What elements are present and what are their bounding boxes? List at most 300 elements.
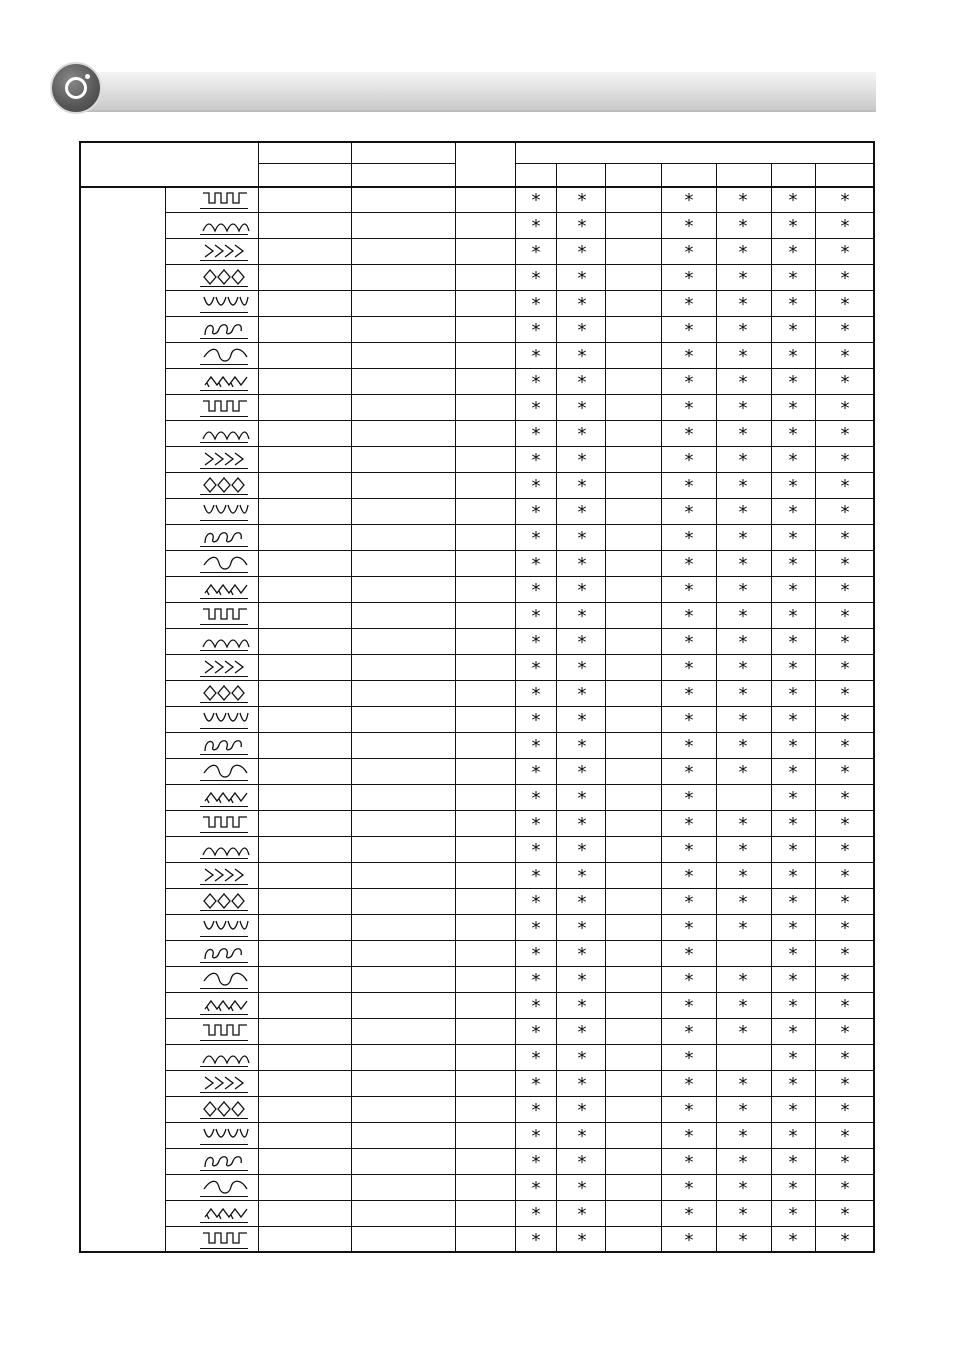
- pattern-baseline: [200, 260, 248, 261]
- compat-mark: *: [531, 970, 541, 991]
- compat-mark: *: [788, 1100, 798, 1121]
- compat-mark: *: [577, 684, 587, 705]
- compat-mark: *: [577, 190, 587, 211]
- compat-mark: *: [577, 788, 587, 809]
- compat-mark: *: [738, 1074, 748, 1095]
- compat-mark: *: [577, 450, 587, 471]
- compat-mark: *: [531, 450, 541, 471]
- column-divider: [258, 141, 259, 1253]
- compat-mark: *: [788, 424, 798, 445]
- compat-mark: *: [840, 840, 850, 861]
- row-divider: [165, 836, 875, 837]
- compat-mark: *: [738, 450, 748, 471]
- compat-mark: *: [577, 866, 587, 887]
- compat-mark: *: [531, 242, 541, 263]
- compat-mark: *: [840, 216, 850, 237]
- row-divider: [165, 550, 875, 551]
- compat-mark: *: [684, 1074, 694, 1095]
- compat-mark: *: [577, 476, 587, 497]
- row-divider: [165, 706, 875, 707]
- section-header: [50, 62, 876, 116]
- pattern-baseline: [200, 416, 248, 417]
- pattern-baseline: [200, 650, 248, 651]
- row-divider: [165, 1148, 875, 1149]
- pattern-baseline: [200, 1092, 248, 1093]
- compat-mark: *: [684, 580, 694, 601]
- compat-mark: *: [788, 892, 798, 913]
- row-divider: [165, 862, 875, 863]
- compat-mark: *: [577, 502, 587, 523]
- row-divider: [165, 316, 875, 317]
- compat-mark: *: [788, 216, 798, 237]
- compat-mark: *: [577, 528, 587, 549]
- column-divider: [165, 186, 166, 1253]
- compat-mark: *: [577, 840, 587, 861]
- compat-mark: *: [684, 944, 694, 965]
- compat-mark: *: [684, 528, 694, 549]
- pattern-baseline: [200, 728, 248, 729]
- compat-mark: *: [531, 580, 541, 601]
- compat-mark: *: [531, 736, 541, 757]
- compat-mark: *: [684, 684, 694, 705]
- compat-mark: *: [684, 892, 694, 913]
- column-divider: [515, 141, 516, 1253]
- compat-mark: *: [788, 710, 798, 731]
- compat-mark: *: [840, 1022, 850, 1043]
- compat-mark: *: [684, 1178, 694, 1199]
- row-divider: [165, 420, 875, 421]
- pattern-baseline: [200, 338, 248, 339]
- row-divider: [165, 368, 875, 369]
- compat-mark: *: [840, 1048, 850, 1069]
- compat-mark: *: [840, 814, 850, 835]
- row-divider: [165, 680, 875, 681]
- compat-mark: *: [684, 476, 694, 497]
- compat-mark: *: [684, 762, 694, 783]
- compat-mark: *: [788, 736, 798, 757]
- row-divider: [165, 264, 875, 265]
- compat-mark: *: [788, 1230, 798, 1251]
- compat-mark: *: [738, 658, 748, 679]
- compat-mark: *: [531, 1230, 541, 1251]
- pattern-baseline: [200, 1222, 248, 1223]
- pattern-baseline: [200, 832, 248, 833]
- compat-mark: *: [577, 320, 587, 341]
- compat-mark: *: [738, 1230, 748, 1251]
- row-divider: [165, 888, 875, 889]
- compat-mark: *: [684, 424, 694, 445]
- compat-mark: *: [577, 398, 587, 419]
- compat-mark: *: [577, 632, 587, 653]
- compat-mark: *: [738, 580, 748, 601]
- row-divider: [165, 1018, 875, 1019]
- compat-mark: *: [684, 190, 694, 211]
- compat-mark: *: [840, 450, 850, 471]
- compat-mark: *: [840, 710, 850, 731]
- compat-mark: *: [738, 918, 748, 939]
- compat-mark: *: [684, 268, 694, 289]
- row-divider: [165, 1096, 875, 1097]
- compat-mark: *: [840, 502, 850, 523]
- compat-mark: *: [577, 554, 587, 575]
- compat-mark: *: [684, 450, 694, 471]
- row-divider: [165, 446, 875, 447]
- compat-mark: *: [840, 268, 850, 289]
- compat-mark: *: [577, 918, 587, 939]
- compat-mark: *: [738, 294, 748, 315]
- compat-mark: *: [531, 1074, 541, 1095]
- compat-mark: *: [684, 372, 694, 393]
- compat-mark: *: [840, 866, 850, 887]
- compat-mark: *: [531, 684, 541, 705]
- row-divider: [165, 966, 875, 967]
- compat-mark: *: [577, 658, 587, 679]
- compat-mark: *: [738, 866, 748, 887]
- compat-mark: *: [840, 580, 850, 601]
- pattern-baseline: [200, 1040, 248, 1041]
- disc-icon: [50, 62, 102, 114]
- compat-mark: *: [788, 346, 798, 367]
- compat-mark: *: [840, 554, 850, 575]
- compat-mark: *: [840, 294, 850, 315]
- compat-mark: *: [531, 320, 541, 341]
- compat-mark: *: [684, 502, 694, 523]
- compat-mark: *: [788, 840, 798, 861]
- compat-mark: *: [738, 684, 748, 705]
- compat-mark: *: [738, 476, 748, 497]
- compat-mark: *: [531, 346, 541, 367]
- row-divider: [165, 810, 875, 811]
- compat-mark: *: [531, 554, 541, 575]
- compat-mark: *: [577, 216, 587, 237]
- compat-mark: *: [840, 762, 850, 783]
- compat-mark: *: [788, 528, 798, 549]
- compat-mark: *: [738, 736, 748, 757]
- compat-mark: *: [738, 502, 748, 523]
- pattern-baseline: [200, 546, 248, 547]
- pattern-baseline: [200, 442, 248, 443]
- compat-mark: *: [738, 398, 748, 419]
- compat-mark: *: [840, 892, 850, 913]
- compat-mark: *: [684, 216, 694, 237]
- compat-mark: *: [531, 1022, 541, 1043]
- compat-mark: *: [788, 658, 798, 679]
- compat-mark: *: [738, 346, 748, 367]
- compat-mark: *: [531, 996, 541, 1017]
- compat-mark: *: [788, 268, 798, 289]
- row-divider: [165, 238, 875, 239]
- compat-mark: *: [738, 970, 748, 991]
- compat-mark: *: [840, 658, 850, 679]
- column-divider: [605, 163, 606, 1253]
- row-divider: [165, 342, 875, 343]
- header-bar: [78, 72, 876, 112]
- compat-mark: *: [788, 1022, 798, 1043]
- compat-mark: *: [738, 1178, 748, 1199]
- pattern-baseline: [200, 702, 248, 703]
- compat-mark: *: [531, 528, 541, 549]
- compat-mark: *: [788, 1074, 798, 1095]
- row-divider: [165, 1226, 875, 1227]
- compat-mark: *: [577, 242, 587, 263]
- compat-mark: *: [788, 606, 798, 627]
- compat-mark: *: [738, 1126, 748, 1147]
- compat-mark: *: [684, 996, 694, 1017]
- compat-mark: *: [840, 320, 850, 341]
- pattern-baseline: [200, 1144, 248, 1145]
- compat-mark: *: [531, 892, 541, 913]
- compat-mark: *: [738, 762, 748, 783]
- compat-mark: *: [531, 1048, 541, 1069]
- pattern-baseline: [200, 1248, 248, 1249]
- compat-mark: *: [840, 918, 850, 939]
- compat-mark: *: [684, 1230, 694, 1251]
- compat-mark: *: [788, 788, 798, 809]
- compat-mark: *: [577, 372, 587, 393]
- compat-mark: *: [738, 268, 748, 289]
- compat-mark: *: [840, 242, 850, 263]
- compat-mark: *: [577, 710, 587, 731]
- compat-mark: *: [840, 970, 850, 991]
- compat-mark: *: [684, 1022, 694, 1043]
- compat-mark: *: [531, 866, 541, 887]
- compat-mark: *: [788, 944, 798, 965]
- pattern-baseline: [200, 988, 248, 989]
- compat-mark: *: [788, 502, 798, 523]
- compat-mark: *: [788, 866, 798, 887]
- compat-mark: *: [840, 996, 850, 1017]
- row-divider: [165, 914, 875, 915]
- compat-mark: *: [577, 944, 587, 965]
- compat-mark: *: [577, 762, 587, 783]
- compat-mark: *: [684, 1100, 694, 1121]
- compat-mark: *: [577, 736, 587, 757]
- compat-mark: *: [788, 632, 798, 653]
- column-divider: [351, 141, 352, 1253]
- compat-mark: *: [840, 736, 850, 757]
- compat-mark: *: [531, 1126, 541, 1147]
- compat-mark: *: [577, 1230, 587, 1251]
- compat-mark: *: [788, 1126, 798, 1147]
- pattern-baseline: [200, 1066, 248, 1067]
- compat-mark: *: [531, 268, 541, 289]
- compat-mark: *: [840, 1152, 850, 1173]
- row-divider: [165, 576, 875, 577]
- compat-mark: *: [788, 996, 798, 1017]
- compat-mark: *: [788, 294, 798, 315]
- row-divider: [165, 1122, 875, 1123]
- compat-mark: *: [531, 710, 541, 731]
- compat-mark: *: [531, 294, 541, 315]
- compat-mark: *: [531, 424, 541, 445]
- pattern-baseline: [200, 598, 248, 599]
- compat-mark: *: [531, 788, 541, 809]
- compat-mark: *: [684, 788, 694, 809]
- compat-mark: *: [840, 1126, 850, 1147]
- compat-mark: *: [684, 1152, 694, 1173]
- row-divider: [165, 498, 875, 499]
- compat-mark: *: [788, 190, 798, 211]
- compat-mark: *: [577, 996, 587, 1017]
- pattern-baseline: [200, 858, 248, 859]
- row-divider: [165, 1044, 875, 1045]
- compat-mark: *: [531, 658, 541, 679]
- compat-mark: *: [577, 580, 587, 601]
- compat-mark: *: [788, 1178, 798, 1199]
- compat-mark: *: [531, 762, 541, 783]
- compat-mark: *: [684, 398, 694, 419]
- compat-mark: *: [531, 190, 541, 211]
- column-divider: [815, 163, 816, 1253]
- pattern-baseline: [200, 780, 248, 781]
- pattern-baseline: [200, 1014, 248, 1015]
- pattern-baseline: [200, 520, 248, 521]
- compat-mark: *: [738, 892, 748, 913]
- compat-mark: *: [684, 606, 694, 627]
- compat-mark: *: [531, 398, 541, 419]
- compat-mark: *: [738, 424, 748, 445]
- compat-mark: *: [684, 918, 694, 939]
- compat-mark: *: [738, 1152, 748, 1173]
- compat-mark: *: [684, 840, 694, 861]
- column-divider: [771, 163, 772, 1253]
- compat-mark: *: [684, 736, 694, 757]
- compat-mark: *: [577, 892, 587, 913]
- compat-mark: *: [788, 1048, 798, 1069]
- compat-mark: *: [684, 1126, 694, 1147]
- compat-mark: *: [788, 918, 798, 939]
- compat-mark: *: [684, 970, 694, 991]
- compat-mark: *: [531, 840, 541, 861]
- compat-mark: *: [788, 684, 798, 705]
- compat-mark: *: [840, 346, 850, 367]
- compat-mark: *: [738, 216, 748, 237]
- compat-mark: *: [684, 554, 694, 575]
- compat-mark: *: [840, 1230, 850, 1251]
- compat-mark: *: [840, 372, 850, 393]
- compat-mark: *: [531, 216, 541, 237]
- compat-mark: *: [788, 320, 798, 341]
- compat-mark: *: [531, 1204, 541, 1225]
- compat-mark: *: [738, 814, 748, 835]
- compat-mark: *: [531, 814, 541, 835]
- row-divider: [165, 394, 875, 395]
- row-divider: [165, 1070, 875, 1071]
- compat-mark: *: [577, 1126, 587, 1147]
- pattern-baseline: [200, 390, 248, 391]
- compat-mark: *: [840, 424, 850, 445]
- pattern-baseline: [200, 572, 248, 573]
- compat-mark: *: [840, 1074, 850, 1095]
- compat-mark: *: [531, 944, 541, 965]
- compat-mark: *: [684, 346, 694, 367]
- pattern-baseline: [200, 754, 248, 755]
- compat-mark: *: [738, 372, 748, 393]
- compat-mark: *: [531, 372, 541, 393]
- pattern-baseline: [200, 884, 248, 885]
- compat-mark: *: [788, 450, 798, 471]
- compat-mark: *: [577, 346, 587, 367]
- row-divider: [165, 602, 875, 603]
- compat-mark: *: [738, 190, 748, 211]
- header-divider: [258, 163, 455, 164]
- compat-mark: *: [531, 476, 541, 497]
- compat-mark: *: [738, 996, 748, 1017]
- compat-mark: *: [577, 1074, 587, 1095]
- pattern-baseline: [200, 1170, 248, 1171]
- compat-mark: *: [577, 1178, 587, 1199]
- column-divider: [455, 141, 456, 1253]
- compat-mark: *: [840, 606, 850, 627]
- pattern-baseline: [200, 806, 248, 807]
- compat-mark: *: [738, 606, 748, 627]
- compat-mark: *: [788, 580, 798, 601]
- compat-mark: *: [531, 1178, 541, 1199]
- compat-mark: *: [577, 1022, 587, 1043]
- compat-mark: *: [577, 268, 587, 289]
- pattern-baseline: [200, 936, 248, 937]
- compat-mark: *: [577, 294, 587, 315]
- row-divider: [165, 524, 875, 525]
- compat-mark: *: [840, 1204, 850, 1225]
- row-divider: [165, 290, 875, 291]
- compat-mark: *: [840, 1178, 850, 1199]
- pattern-baseline: [200, 676, 248, 677]
- compat-mark: *: [577, 1152, 587, 1173]
- compat-mark: *: [531, 1100, 541, 1121]
- row-divider: [165, 784, 875, 785]
- row-divider: [165, 654, 875, 655]
- compat-mark: *: [531, 632, 541, 653]
- compat-mark: *: [577, 814, 587, 835]
- compat-mark: *: [788, 1152, 798, 1173]
- compat-mark: *: [577, 606, 587, 627]
- compat-mark: *: [577, 1100, 587, 1121]
- row-divider: [165, 758, 875, 759]
- column-divider: [716, 163, 717, 1253]
- compat-mark: *: [840, 944, 850, 965]
- compat-mark: *: [738, 320, 748, 341]
- compat-mark: *: [738, 840, 748, 861]
- pattern-baseline: [200, 208, 248, 209]
- compat-mark: *: [788, 398, 798, 419]
- column-divider: [556, 163, 557, 1253]
- compat-mark: *: [788, 762, 798, 783]
- compat-mark: *: [840, 528, 850, 549]
- compat-mark: *: [684, 242, 694, 263]
- compat-mark: *: [684, 710, 694, 731]
- row-divider: [165, 1200, 875, 1201]
- pattern-compatibility-table: [79, 141, 875, 1253]
- row-divider: [165, 1174, 875, 1175]
- row-divider: [165, 992, 875, 993]
- compat-mark: *: [577, 1204, 587, 1225]
- pattern-baseline: [200, 910, 248, 911]
- compat-mark: *: [840, 788, 850, 809]
- row-divider: [165, 212, 875, 213]
- compat-mark: *: [684, 814, 694, 835]
- header-bottom-rule: [79, 186, 875, 188]
- compat-mark: *: [738, 1204, 748, 1225]
- pattern-baseline: [200, 286, 248, 287]
- compat-mark: *: [738, 632, 748, 653]
- compat-mark: *: [788, 554, 798, 575]
- compat-mark: *: [788, 476, 798, 497]
- row-divider: [165, 472, 875, 473]
- row-divider: [165, 732, 875, 733]
- compat-mark: *: [840, 476, 850, 497]
- compat-mark: *: [788, 1204, 798, 1225]
